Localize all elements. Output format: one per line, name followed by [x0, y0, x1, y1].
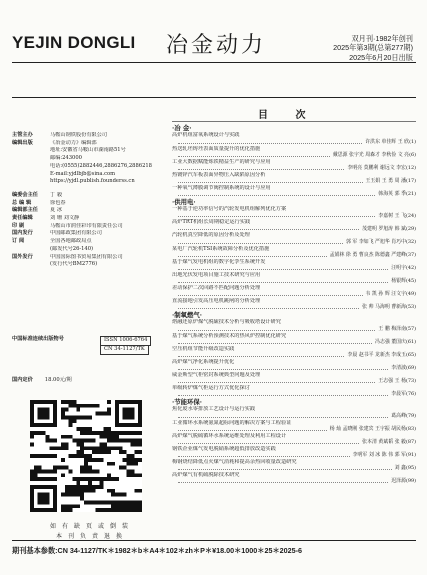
masthead-value: (发行代号BM2776) — [50, 261, 98, 268]
masthead-label: 编辑部主任 — [12, 207, 38, 214]
toc-article-title: 差动保护二次回路不匹配问题分析处理 — [172, 284, 261, 291]
masthead-label — [12, 147, 50, 155]
toc-authors-text: 张 帅 马海明 曹新海(53) — [362, 304, 416, 311]
leader-dots — [178, 191, 375, 196]
leader-dots — [178, 304, 359, 309]
toc-article-title: 热镀锌汽车板表面异物压入缺陷原因分析 — [172, 171, 266, 178]
toc-authors-text: 汪明宇(42) — [391, 265, 416, 272]
toc-top-rule — [12, 97, 416, 98]
toc-section-heading: ·冶 金· — [172, 124, 192, 132]
toc-article-title: 空压机组节能升级改造实践 — [172, 345, 235, 352]
toc-article-title: 梅钢烧结降低点火煤气消耗和提高余热回收量改造研究 — [172, 458, 297, 465]
masthead-value: 中国邮政集团有限公司 — [50, 230, 102, 237]
masthead-row — [12, 163, 172, 171]
masthead-value: E-mail:yjdlbjb@sina.com — [50, 170, 116, 177]
leader-dots — [178, 252, 327, 257]
masthead-label: 总 编 辑 — [12, 199, 32, 206]
toc-authors-text: 韦 凯 孙 辉 汪文宇(49) — [365, 291, 416, 298]
toc-article-title: 高炉煤气有机硫脱除技术研究 — [172, 471, 240, 478]
masthead-row — [12, 246, 172, 254]
footer-rule — [12, 540, 416, 541]
toc-article-title: 单级转炉煤气柜运行方式优化探讨 — [172, 384, 250, 391]
leader-dots — [178, 339, 372, 344]
toc-authors-text: 韩海英 郭 季(21) — [378, 191, 416, 198]
masthead-row — [12, 230, 172, 238]
leader-dots — [178, 465, 392, 470]
masthead-label: 国内发行 — [12, 230, 33, 237]
masthead-row — [12, 178, 172, 186]
toc-article-title: 基于煤气发电机组的数字化孪生系统开发 — [172, 258, 266, 265]
masthead-label — [12, 171, 50, 179]
toc-article-title: 高炉机组富氧系统设计与实践 — [172, 132, 240, 139]
qr-caption-line-1: 如有缺页或倒装 — [49, 523, 134, 530]
toc-authors-text: 李晨军(76) — [391, 391, 416, 398]
toc-authors-text: 孟娟林 徐 勇 曹良杰 陈德鑫 严建峰(37) — [329, 252, 416, 259]
masthead-row — [12, 223, 172, 231]
toc-article-title: 一种基于逆功率信号的汽轮发电机组解列优化方案 — [172, 206, 287, 213]
masthead-value: 全国各地邮政局点 — [50, 238, 92, 245]
leader-dots — [178, 426, 327, 431]
leader-dots — [178, 365, 388, 370]
masthead-value: 《冶金动力》编辑部 — [50, 139, 97, 146]
masthead-label: 主管主办 — [12, 132, 33, 138]
toc-authors-text: 戴思源 张宇光 周森才 李秋俭 文 亮(6) — [332, 152, 416, 159]
toc-article-title: 直流接地引发高压电机跳闸的分析处理 — [172, 297, 261, 304]
masthead-label: 编辑出版 — [12, 139, 33, 146]
toc-authors-text: 李明军 刘 冰 陈 伟 郭 军(91) — [352, 452, 416, 459]
price-value: 18.00元/期 — [44, 377, 72, 383]
leader-dots — [178, 326, 375, 331]
leader-dots — [178, 391, 388, 396]
journal-title-cn: 冶金动力 — [166, 33, 267, 58]
leader-dots — [178, 165, 344, 170]
price-line — [12, 376, 72, 383]
masthead-value: 丁 毅 — [50, 191, 63, 198]
masthead-label: 国外发行 — [12, 253, 33, 260]
toc-article-title: 基于煤气系统分析预测技术的热风炉控制优化研究 — [172, 332, 287, 339]
leader-dots — [178, 439, 359, 444]
issue-number: 2025年第3期(总第277期) — [333, 43, 413, 53]
masthead-row — [12, 238, 172, 246]
masthead-value: 邮编:243000 — [50, 155, 82, 162]
leader-dots — [178, 178, 363, 183]
masthead-row — [12, 261, 172, 269]
frequency-text: 双月刊·1982年创刊 — [351, 34, 413, 43]
masthead-row — [12, 254, 172, 262]
qr-code — [30, 400, 142, 512]
toc-authors-text: 茂建明 罗旭涛 韩 斌(29) — [362, 225, 416, 232]
masthead-row — [12, 192, 172, 200]
toc-article-title: 熔融还原炉煤气脱硫技术分析与吸收塔设计研究 — [172, 319, 281, 326]
table-of-contents — [172, 124, 416, 485]
masthead-row — [12, 140, 172, 148]
masthead-value: 电话:(0555)2882446,2886276,2886218 — [50, 162, 152, 169]
masthead-row — [12, 215, 172, 223]
masthead-value: (邮发代号26-140) — [50, 245, 94, 252]
masthead-value: 地址:安徽省马鞍山市湖南路51号 — [50, 147, 126, 154]
masthead-value: 中国国际图书贸易集团有限公司 — [50, 253, 123, 260]
toc-article-title: 汽轮机真空降低的原因分析及处理 — [172, 232, 250, 239]
leader-dots — [178, 378, 375, 383]
toc-article-title: 威金斯型气柜密封系统典型问题及处理 — [172, 371, 261, 378]
toc-authors-text: 李清波(69) — [391, 365, 416, 372]
toc-authors-text: 许洪东 单佳辉 王 欣(1) — [365, 138, 416, 145]
leader-dots — [178, 226, 359, 231]
journal-title-en: YEJIN DONGLI — [12, 33, 136, 52]
masthead-row — [12, 207, 172, 215]
issn-block — [12, 336, 172, 355]
toc-heading: 目 次 — [258, 110, 318, 121]
masthead-row — [12, 155, 172, 163]
masthead-row — [12, 132, 172, 140]
toc-authors-text: 王志强 王 杨(73) — [378, 378, 416, 385]
toc-authors-text: 郭 军 李如飞 严旭华 肖巧中(32) — [345, 239, 416, 246]
leader-dots — [178, 291, 363, 296]
toc-article-title: 某电厂汽轮机TSI系统故障分析及优化措施 — [172, 245, 270, 252]
masthead-row — [12, 147, 172, 155]
toc-article-title: 焦化废水零排放工艺设计与运行实践 — [172, 406, 256, 413]
masthead-label: 责任编辑 — [12, 215, 33, 222]
toc-article-title: 高炉煤气净化系统提升优化 — [172, 358, 235, 365]
toc-article-title: 工业循环水系统氨氮超标问题的解决方案与工程验证 — [172, 419, 292, 426]
masthead-value: 徐也春 — [50, 199, 66, 206]
cn-number: CN 34-1127/TK — [100, 346, 149, 355]
masthead-value: 马鞍山钢铁股份有限公司 — [50, 132, 108, 138]
leader-dots — [178, 478, 388, 483]
toc-article-title: 出地光伏发电项目施工技术研究与应用 — [172, 271, 261, 278]
masthead-value: 马鞍山市润佳彩印有限责任公司 — [50, 222, 123, 229]
leader-dots — [178, 152, 330, 157]
toc-section-heading: ·制氧燃气· — [172, 311, 203, 320]
toc-article-title: 高炉煤气脱硫循环水系统运维处理及利用工程设计 — [172, 432, 287, 439]
leader-dots — [178, 139, 362, 144]
masthead-label — [12, 246, 50, 254]
leader-dots — [178, 452, 350, 457]
toc-article-title: 热送轧坯铸坯表面质量提升的优化措施 — [172, 145, 261, 152]
toc-section-heading: ·供用电· — [172, 197, 196, 206]
header-rule — [12, 62, 416, 63]
leader-dots — [178, 352, 344, 357]
publish-date: 2025年6月20日出版 — [349, 52, 413, 62]
masthead-label: 订 阅 — [12, 238, 25, 245]
toc-heading-rule — [172, 121, 416, 122]
toc-authors-text: 迟泽源(99) — [391, 478, 416, 485]
leader-dots — [178, 278, 388, 283]
masthead-label — [12, 163, 50, 171]
toc-authors-text: 李晨 赵书平 龙新杰 李成玉(65) — [347, 352, 416, 359]
toc-authors-text: 李嘉树 王 飞(24) — [378, 212, 416, 219]
leader-dots — [178, 239, 343, 244]
masthead-label — [12, 155, 50, 163]
journal-parameters: 期刊基本参数:CN 34-1127/TK＊1982＊b＊A4＊102＊zh＊P＊¥18.00＊1000＊25＊2025-6 — [12, 546, 303, 555]
qr-caption — [12, 522, 172, 542]
issn-label: 中国标准连续出版物号 — [12, 336, 64, 342]
toc-authors-text: 杨 灿 孟晓刚 张建宾 王宇振 胡民杨(83) — [329, 426, 416, 433]
leader-dots — [178, 213, 375, 218]
toc-section-heading: ·节能环保· — [172, 398, 203, 406]
masthead-row — [12, 171, 172, 179]
toc-authors-text: 杨银辉(45) — [391, 278, 416, 285]
toc-article-title: 一种氧气薄膜调节阀控制系统的设计与应用 — [172, 184, 271, 191]
masthead-value: 夏 冰 — [50, 207, 63, 214]
price-label: 国内定价 — [12, 377, 33, 383]
leader-dots — [178, 413, 388, 418]
masthead-label: 编委会主任 — [12, 191, 38, 198]
issue-info — [333, 34, 413, 62]
toc-authors-text: 冯志强 董国庆(61) — [375, 339, 416, 346]
toc-article-title: 钢铁企业煤气发电脱硝系统超低排放改造实践 — [172, 445, 276, 452]
toc-authors-text: 王玉娟 王 勇 周 潘(17) — [365, 178, 416, 185]
masthead-label: 印 刷 — [12, 222, 25, 229]
masthead-label — [12, 178, 50, 186]
toc-authors-text: 葛高峰(79) — [391, 412, 416, 419]
toc-authors-text: 刘 鑫(95) — [394, 465, 416, 472]
leader-dots — [178, 265, 388, 270]
toc-authors-text: 李明亮 莫鹏利 谢远文 李宏(12) — [347, 165, 416, 172]
toc-authors-text: 张本清 黄斌韬 张 毅(87) — [362, 439, 416, 446]
toc-article-title: 工业大数据赋能炼铁精益生产的研究与应用 — [172, 158, 271, 165]
masthead-value: https://yjdl.publish.founderss.cn — [50, 178, 135, 185]
masthead-label — [12, 261, 50, 269]
masthead — [12, 132, 172, 269]
toc-authors-page — [172, 478, 416, 485]
toc-authors-text: 王 鹏 梅泽南(57) — [378, 325, 416, 332]
issn-number: ISSN 1006-6764 — [100, 336, 151, 346]
toc-article-title: 高炉TRT机组长周期稳定运行实践 — [172, 219, 251, 226]
qr-caption-line-2: 本刊负责退换 — [55, 533, 128, 540]
masthead-value: 刘 珊 刘文静 — [50, 215, 80, 222]
